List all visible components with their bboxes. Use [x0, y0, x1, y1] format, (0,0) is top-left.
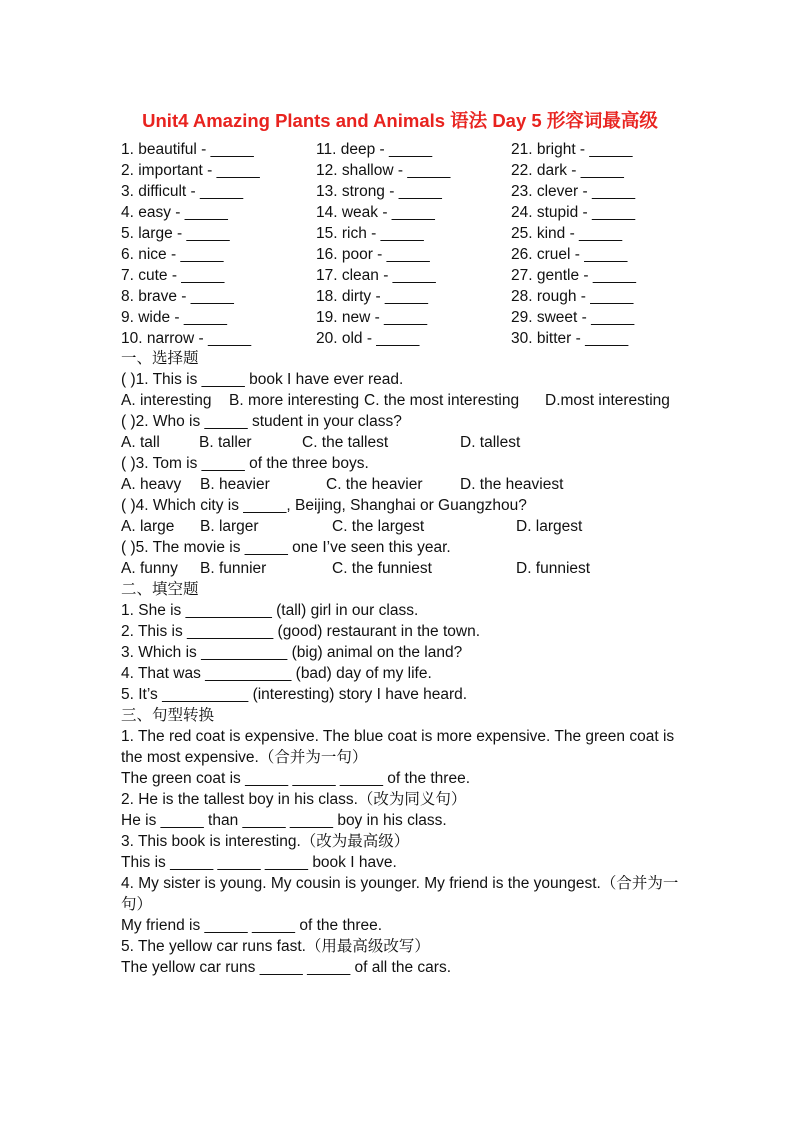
word-item: 4. easy - _____	[121, 204, 228, 221]
question-stem: ( )4. Which city is _____, Beijing, Shanghai or Guangzhou?	[121, 497, 527, 514]
question-stem: ( )3. Tom is _____ of the three boys.	[121, 455, 369, 472]
word-item: 10. narrow - _____	[121, 330, 252, 347]
question-stem: ( )1. This is _____ book I have ever read.	[121, 371, 404, 388]
exercise-body	[121, 348, 686, 978]
section-heading: 二、填空题	[121, 581, 199, 598]
transform-answer: The yellow car runs _____ _____ of all the cars.	[121, 959, 451, 976]
word-item: 15. rich - _____	[316, 225, 424, 242]
word-item: 24. stupid - _____	[511, 204, 636, 221]
transform-answer: My friend is _____ _____ of the three.	[121, 917, 383, 934]
word-item: 30. bitter - _____	[511, 330, 629, 347]
option-c: C. the funniest	[332, 560, 432, 577]
word-column-1	[121, 139, 260, 349]
option-a: A. funny	[121, 560, 178, 577]
word-item: 27. gentle - _____	[511, 267, 636, 284]
transform-prompt: 2. He is the tallest boy in his class.（改为同义句）	[121, 791, 467, 808]
option-a: A. heavy	[121, 476, 182, 493]
fill-blank-item: 4. That was __________ (bad) day of my life.	[121, 665, 432, 682]
option-c: C. the largest	[332, 518, 425, 535]
option-b: B. more interesting	[229, 392, 360, 409]
question-options	[121, 390, 686, 411]
option-b: B. larger	[200, 518, 259, 535]
word-item: 23. clever - _____	[511, 183, 636, 200]
word-item: 8. brave - _____	[121, 288, 234, 305]
option-b: B. taller	[199, 434, 252, 451]
word-item: 13. strong - _____	[316, 183, 442, 200]
word-item: 2. important - _____	[121, 162, 260, 179]
word-item: 5. large - _____	[121, 225, 230, 242]
word-item: 19. new - _____	[316, 309, 428, 326]
word-item: 20. old - _____	[316, 330, 420, 347]
worksheet-title: Unit4 Amazing Plants and Animals 语法 Day 5 形容词最高级	[142, 110, 658, 131]
option-d: D. tallest	[460, 434, 521, 451]
option-c: C. the heavier	[326, 476, 423, 493]
transform-answer: He is _____ than _____ _____ boy in his class.	[121, 812, 447, 829]
fill-blank-item: 3. Which is __________ (big) animal on the land?	[121, 644, 463, 661]
question-options	[121, 432, 686, 453]
option-c: C. the most interesting	[364, 392, 520, 409]
fill-blank-item: 1. She is __________ (tall) girl in our class.	[121, 602, 419, 619]
option-a: A. tall	[121, 434, 160, 451]
word-item: 28. rough - _____	[511, 288, 634, 305]
question-stem: ( )2. Who is _____ student in your class?	[121, 413, 402, 430]
word-item: 11. deep - _____	[316, 141, 433, 158]
option-c: C. the tallest	[302, 434, 389, 451]
transform-answer: This is _____ _____ _____ book I have.	[121, 854, 397, 871]
transform-prompt: 5. The yellow car runs fast.（用最高级改写）	[121, 938, 430, 955]
transform-prompt: 1. The red coat is expensive. The blue coat is more expensive. The green coat is the most expensive.（合并为一句）	[121, 728, 675, 766]
word-column-3	[511, 139, 636, 349]
option-d: D. largest	[516, 518, 583, 535]
option-d: D.most interesting	[545, 392, 670, 409]
word-item: 6. nice - _____	[121, 246, 224, 263]
option-a: A. large	[121, 518, 175, 535]
question-options	[121, 516, 686, 537]
question-options	[121, 558, 686, 579]
transform-prompt: 3. This book is interesting.（改为最高级）	[121, 833, 410, 850]
question-stem: ( )5. The movie is _____ one I’ve seen this year.	[121, 539, 451, 556]
word-item: 9. wide - _____	[121, 309, 227, 326]
option-d: D. funniest	[516, 560, 591, 577]
option-b: B. funnier	[200, 560, 267, 577]
word-item: 25. kind - _____	[511, 225, 623, 242]
transform-prompt: 4. My sister is young. My cousin is younger. My friend is the youngest.（合并为一句）	[121, 875, 679, 913]
section-heading: 一、选择题	[121, 350, 199, 367]
word-item: 29. sweet - _____	[511, 309, 635, 326]
fill-blank-item: 5. It’s __________ (interesting) story I have heard.	[121, 686, 468, 703]
word-item: 7. cute - _____	[121, 267, 225, 284]
word-item: 12. shallow - _____	[316, 162, 451, 179]
word-column-2	[316, 139, 450, 349]
question-options	[121, 474, 686, 495]
option-b: B. heavier	[200, 476, 270, 493]
transform-answer: The green coat is _____ _____ _____ of the three.	[121, 770, 471, 787]
fill-blank-item: 2. This is __________ (good) restaurant in the town.	[121, 623, 481, 640]
option-d: D. the heaviest	[460, 476, 564, 493]
word-item: 26. cruel - _____	[511, 246, 628, 263]
word-item: 16. poor - _____	[316, 246, 430, 263]
word-item: 21. bright - _____	[511, 141, 633, 158]
word-item: 17. clean - _____	[316, 267, 436, 284]
section-heading: 三、句型转换	[121, 707, 215, 724]
word-item: 3. difficult - _____	[121, 183, 244, 200]
option-a: A. interesting	[121, 392, 212, 409]
word-item: 14. weak - _____	[316, 204, 435, 221]
word-item: 22. dark - _____	[511, 162, 624, 179]
word-item: 1. beautiful - _____	[121, 141, 254, 158]
word-item: 18. dirty - _____	[316, 288, 429, 305]
